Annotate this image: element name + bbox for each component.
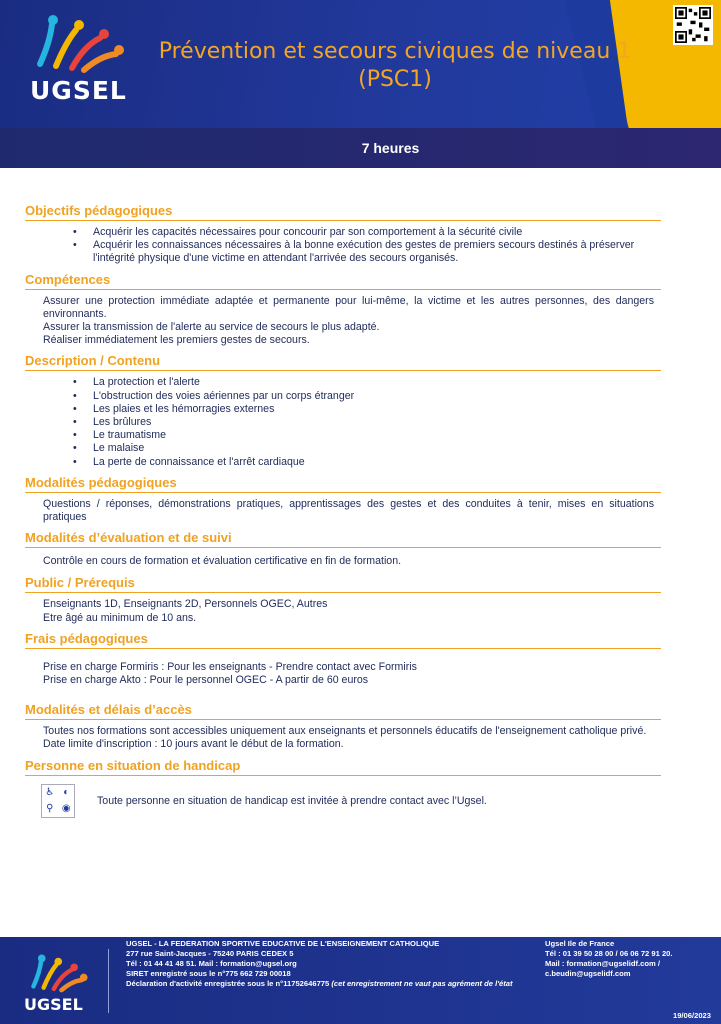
section-title-modalites-pedagogiques: Modalités pédagogiques: [25, 475, 661, 493]
text-line: Prise en charge Formiris : Pour les enseignants - Prendre contact avec Formiris: [43, 660, 417, 673]
visual-icon: ◉: [61, 803, 71, 815]
list-item: • L'obstruction des voies aériennes par un corps étranger: [73, 390, 654, 403]
section-title-acces: Modalités et délais d’accès: [25, 702, 661, 720]
text-line: Questions / réponses, démonstrations pratiques, apprentissages des gestes et des conduites à tenir, mises en situations pratiques: [43, 497, 654, 524]
list-item: • Le malaise: [73, 442, 654, 455]
header-banner: [0, 0, 721, 128]
text-line: Toutes nos formations sont accessibles uniquement aux enseignants et personnels éducatifs de l'enseignement catholique privé.: [43, 725, 647, 738]
section-title-objectifs: Objectifs pédagogiques: [25, 203, 661, 221]
section-body-objectifs: [25, 221, 661, 269]
accessibility-icons: [41, 784, 75, 818]
text-line: Etre âgé au minimum de 10 ans.: [43, 611, 197, 624]
footer-logo-text: UGSEL: [24, 995, 83, 1014]
text-line: Date limite d'inscription : 10 jours avant le début de la formation.: [43, 738, 344, 751]
footer-line: Ugsel Ile de France: [545, 939, 615, 948]
footer-line: [126, 979, 531, 989]
handicap-row: [25, 776, 661, 818]
list-item: • La perte de connaissance et l'arrêt cardiaque: [73, 456, 654, 469]
section-body-modalites-evaluation: [25, 548, 661, 572]
text-line: Réaliser immédiatement les premiers gestes de secours.: [43, 334, 310, 347]
wheelchair-icon: ♿: [45, 786, 55, 798]
section-title-description: Description / Contenu: [25, 353, 661, 371]
section-body-competences: [25, 290, 661, 351]
handicap-text: Toute personne en situation de handicap est invitée à prendre contact avec l’Ugsel.: [97, 794, 487, 807]
footer-date: 19/06/2023: [672, 1011, 711, 1020]
list-item: • Acquérir les capacités nécessaires pour concourir par son comportement à la sécurité civile: [73, 226, 654, 239]
section-title-frais: Frais pédagogiques: [25, 631, 661, 649]
section-body-acces: [25, 720, 661, 754]
footer-organization-info: [126, 939, 531, 989]
section-body-public: [25, 593, 661, 627]
cane-icon: ⚲: [46, 803, 54, 815]
footer-regional-info: [545, 939, 715, 979]
hearing-icon: ◐: [63, 786, 70, 798]
footer-line: UGSEL - LA FEDERATION SPORTIVE EDUCATIVE DE L'ENSEIGNEMENT CATHOLIQUE: [126, 939, 440, 948]
footer-line: SIRET enregistré sous le n°775 662 729 00018: [126, 969, 291, 978]
text-line: Enseignants 1D, Enseignants 2D, Personnels OGEC, Autres: [43, 598, 328, 611]
footer-divider: [108, 949, 109, 1013]
duration-label: 7 heures: [361, 140, 420, 156]
footer-line: Tél : 01 39 50 28 00 / 06 06 72 91 20.: [545, 949, 673, 958]
footer-declaration-note: (cet enregistrement ne vaut pas agrément de l'état: [331, 979, 513, 988]
footer-line[interactable]: Mail : formation@ugselidf.com / c.beudin@ugselidf.com: [545, 959, 660, 978]
section-title-modalites-evaluation: Modalités d’évaluation et de suivi: [25, 530, 661, 548]
section-body-frais: [25, 649, 661, 699]
list-item: • Les brûlures: [73, 416, 654, 429]
list-item: • Acquérir les connaissances nécessaires à la bonne exécution des gestes de premiers secours destinés à préserver l'intégrité physique d'une victime en attendant l'arrivée des secours organisés.: [73, 239, 654, 265]
duration-bar: [0, 128, 721, 168]
main-content: [25, 200, 661, 818]
list-item: • Le traumatisme: [73, 429, 654, 442]
ugsel-logo-text: UGSEL: [30, 76, 127, 105]
footer: [0, 937, 721, 1024]
text-line: Contrôle en cours de formation et évaluation certificative en fin de formation.: [43, 555, 402, 568]
qr-code-icon[interactable]: [673, 5, 713, 45]
text-line: Prise en charge Akto : Pour le personnel OGEC - A partir de 60 euros: [43, 674, 369, 687]
section-body-description: [25, 371, 661, 471]
footer-line: 277 rue Saint-Jacques - 75240 PARIS CEDEX 5: [126, 949, 294, 958]
section-body-modalites-pedagogiques: [25, 493, 661, 527]
section-title-public: Public / Prérequis: [25, 575, 661, 593]
page-title: Prévention et secours civiques de niveau 1 (PSC1): [158, 39, 632, 92]
text-line: Assurer la transmission de l'alerte au service de secours le plus adapté.: [43, 321, 380, 334]
section-title-handicap: Personne en situation de handicap: [25, 758, 661, 776]
section-title-competences: Compétences: [25, 272, 661, 290]
footer-declaration: Déclaration d'activité enregistrée sous le n°11752646775: [126, 979, 332, 988]
list-item: • Les plaies et les hémorragies externes: [73, 403, 654, 416]
text-line: Assurer une protection immédiate adaptée et permanente pour lui-même, la victime et les autres personnes, des dangers environnants.: [43, 294, 654, 320]
list-item: • La protection et l'alerte: [73, 376, 654, 389]
footer-line[interactable]: Tél : 01 44 41 48 51. Mail : formation@ugsel.org: [126, 959, 297, 968]
